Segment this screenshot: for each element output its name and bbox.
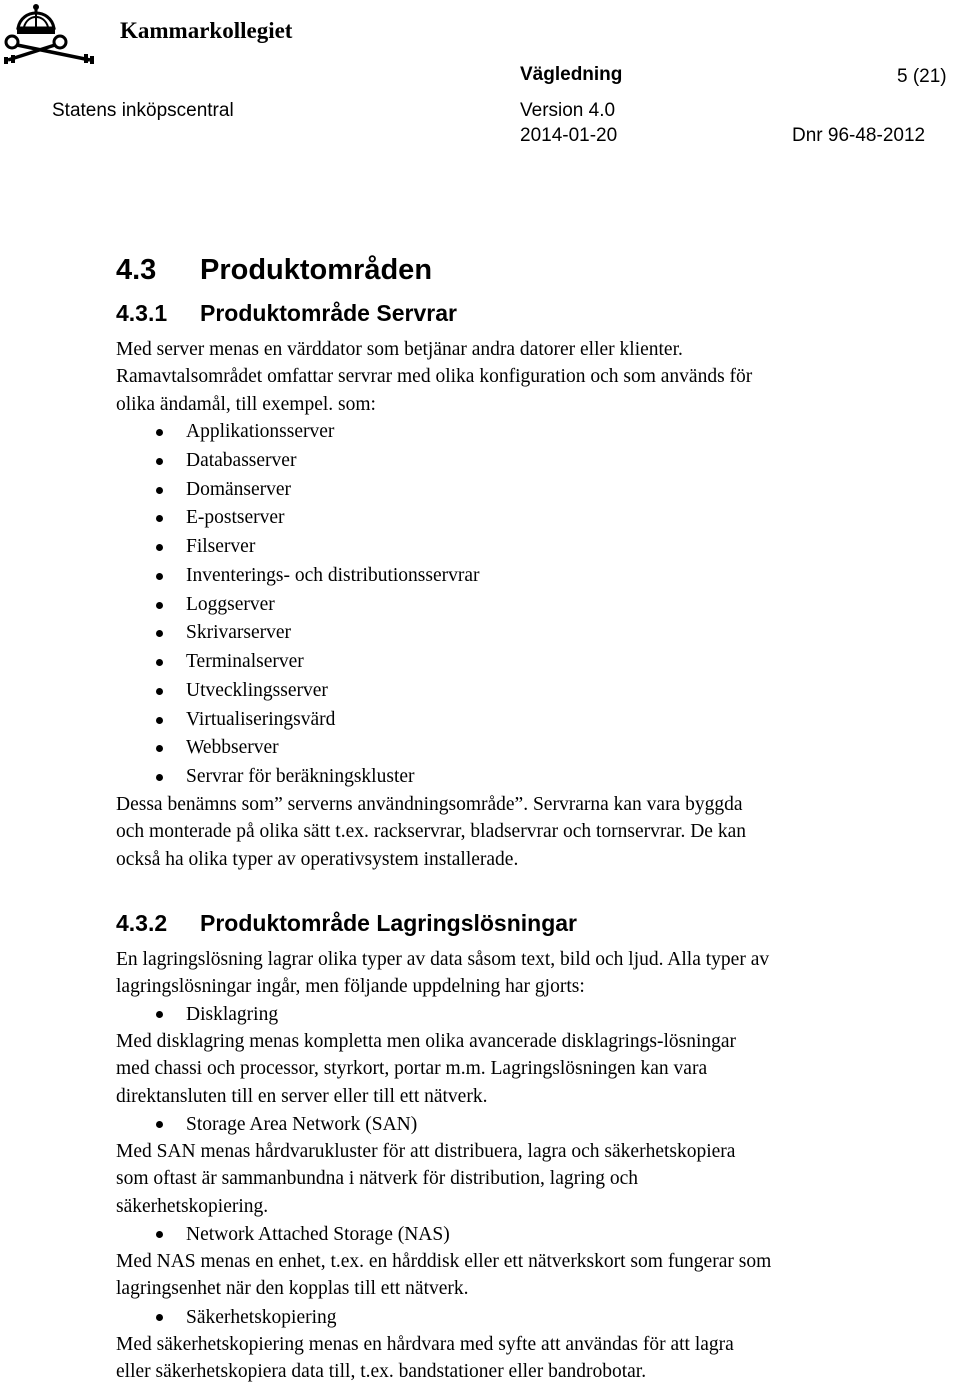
bullet-icon (156, 659, 163, 666)
text-line: Med server menas en värddator som betjänar andra datorer eller klienter. (116, 339, 683, 360)
list-item: Filserver (116, 533, 480, 562)
text-line: Med säkerhetskopiering menas en hårdvara med syfte att användas för att lagra (116, 1334, 734, 1355)
bullet-icon (156, 1121, 163, 1128)
list-item: Loggserver (116, 591, 480, 620)
text-line: och monterade på olika sätt t.ex. rackservrar, bladservrar och tornservrar. De kan (116, 821, 746, 843)
storage-item-description (116, 1331, 734, 1386)
bullet-icon (156, 1314, 163, 1321)
bullet-icon (156, 458, 163, 465)
storage-item-description (116, 1138, 735, 1220)
bullet-icon (156, 630, 163, 637)
subsection-number: 4.3.2 (116, 910, 168, 936)
list-item: Utvecklingsserver (116, 677, 480, 706)
storage-item-description (116, 1248, 771, 1303)
bullet-icon (156, 1011, 163, 1018)
document-dnr: Dnr 96-48-2012 (792, 125, 926, 146)
bullet-icon (156, 717, 163, 724)
text-line: Med disklagring menas kompletta men olika avancerade disklagrings-lösningar (116, 1031, 737, 1052)
list-item: E-postserver (116, 504, 480, 533)
document-version: Version 4.0 (520, 100, 616, 121)
list-item: Virtualiseringsvärd (116, 706, 480, 735)
bullet-icon (156, 1231, 163, 1238)
document-type: Vägledning (520, 64, 623, 85)
text-line: eller säkerhetskopiera data till, t.ex. bandstationer eller bandrobotar. (116, 1361, 647, 1383)
bullet-icon (156, 573, 163, 580)
text-line: Med NAS menas en enhet, t.ex. en hårddisk eller ett nätverkskort som fungerar som (116, 1251, 772, 1272)
bullet-icon (156, 515, 163, 522)
list-item: Terminalserver (116, 648, 480, 677)
list-item: Applikationsserver (116, 418, 480, 447)
bullet-icon (156, 544, 163, 551)
server-type-list (116, 418, 480, 792)
text-line: Ramavtalsområdet omfattar servrar med olika konfiguration och som används för (116, 366, 753, 388)
subsection-number: 4.3.1 (116, 300, 168, 326)
text-line: lagringsenhet när den kopplas till ett nätverk. (116, 1278, 469, 1300)
storage-item-description (116, 1028, 736, 1110)
storage-item-title: Disklagring (116, 1001, 278, 1028)
text-line: också ha olika typer av operativsystem installerade. (116, 848, 519, 870)
text-line: Dessa benämns som” serverns användningsområde”. Servrarna kan vara byggda (116, 794, 743, 815)
list-item: Webbserver (116, 734, 480, 763)
list-item: Servrar för beräkningskluster (116, 763, 480, 792)
storage-item-title: Network Attached Storage (NAS) (116, 1221, 450, 1248)
list-item: Skrivarserver (116, 619, 480, 648)
kammarkollegiet-crown-logo (2, 2, 106, 64)
section-number: 4.3 (116, 254, 157, 286)
bullet-icon (156, 429, 163, 436)
text-line: med chassi och processor, styrkort, portar m.m. Lagringslösningen kan vara (116, 1058, 708, 1080)
servrar-intro (116, 336, 752, 418)
organization-name: Kammarkollegiet (120, 18, 293, 43)
storage-item-title: Storage Area Network (SAN) (116, 1111, 417, 1138)
bullet-icon (156, 602, 163, 609)
text-line: direktansluten till en server eller till ett nätverk. (116, 1085, 488, 1107)
subsection-title: Produktområde Servrar (200, 300, 457, 326)
section-title: Produktområden (200, 254, 433, 286)
list-item: Domänserver (116, 476, 480, 505)
text-line: Med SAN menas hårdvarukluster för att distribuera, lagra och säkerhetskopiera (116, 1141, 736, 1162)
text-line: säkerhetskopiering. (116, 1195, 269, 1217)
subsection-heading-servrar (116, 300, 457, 327)
document-date: 2014-01-20 (520, 125, 618, 146)
text-line: En lagringslösning lagrar olika typer av data såsom text, bild och ljud. Alla typer av (116, 949, 770, 970)
list-item: Databasserver (116, 447, 480, 476)
bullet-icon (156, 745, 163, 752)
bullet-icon (156, 774, 163, 781)
text-line: som oftast är sammanbundna i nätverk för distribution, lagring och (116, 1168, 639, 1190)
subsection-title: Produktområde Lagringslösningar (200, 910, 577, 936)
storage-item-title: Säkerhetskopiering (116, 1304, 337, 1331)
section-heading (116, 254, 432, 287)
unit-name: Statens inköpscentral (52, 100, 234, 121)
bullet-icon (156, 487, 163, 494)
page-number: 5 (21) (897, 66, 947, 87)
text-line: olika ändamål, till exempel. som: (116, 393, 376, 415)
bullet-icon (156, 688, 163, 695)
text-line: lagringslösningar ingår, men följande uppdelning har gjorts: (116, 976, 585, 998)
lagring-intro (116, 946, 769, 1001)
subsection-heading-lagring (116, 910, 577, 937)
list-item: Inventerings- och distributionsservrar (116, 562, 480, 591)
servrar-outro (116, 791, 746, 873)
